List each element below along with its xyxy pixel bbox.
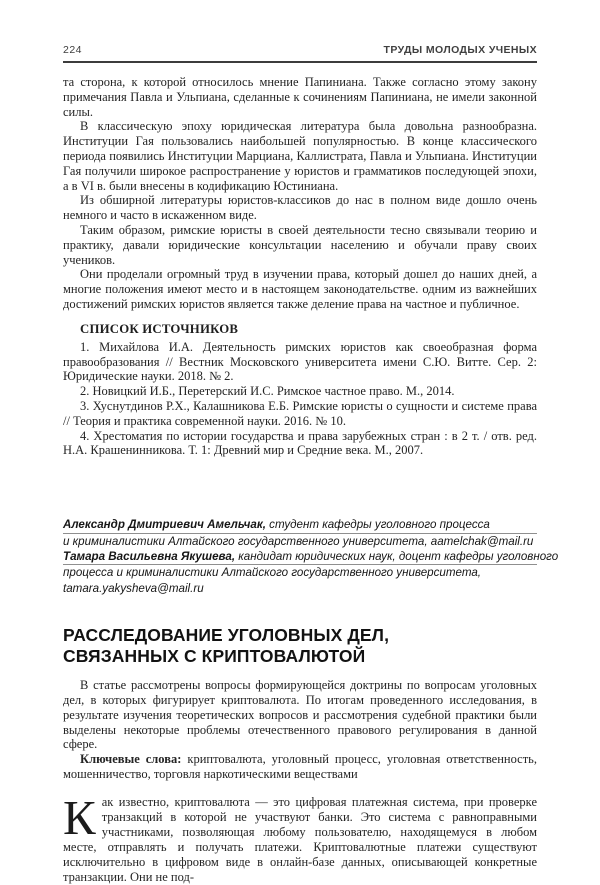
author-name: Александр Дмитриевич Амельчак, xyxy=(63,518,266,532)
author-block xyxy=(63,517,559,596)
author-role: кандидат юридических наук, доцент кафедры уголовного xyxy=(235,549,559,563)
body-paragraph: Они проделали огромный труд в изучении права, который дошел до наших дней, а многие положения имеют место и в настоящем законодательстве. одним из важнейших достижений римских юристов является также деление права на частное и публичное. xyxy=(63,267,537,311)
author-name: Тамара Васильевна Якушева, xyxy=(63,549,236,563)
header-rule xyxy=(63,61,537,63)
page-number: 224 xyxy=(63,44,83,56)
running-header xyxy=(63,44,537,56)
article-title-line1: РАССЛЕДОВАНИЕ УГОЛОВНЫХ ДЕЛ, xyxy=(63,625,390,646)
running-title: ТРУДЫ МОЛОДЫХ УЧЕНЫХ xyxy=(383,44,537,56)
author-line xyxy=(63,517,537,533)
keywords-label: Ключевые слова: xyxy=(80,752,182,767)
opening-paragraph xyxy=(63,789,537,885)
reference-item: 2. Новицкий И.Б., Перетерский И.С. Римское частное право. М., 2014. xyxy=(80,384,455,399)
body-paragraph: В классическую эпоху юридическая литература была довольна разнообразна. Институции Гая пользовались наибольшей популярностью. В конце классического периода появились Институции Марциана, Каллистрата, Павла и Ульпиана. Институции Гая получили широкое распространение у юристов и грамматиков последующей эпохи, а в VI в. были внесены в кодификацию Юстиниана. xyxy=(63,119,537,193)
keywords-text: криптовалюта, уголовный процесс, уголовная ответственность, мошенничество, торговля наркотическими веществами xyxy=(63,752,537,781)
author-email: tamara.yakysheva@mail.ru xyxy=(63,581,204,595)
article-title xyxy=(63,625,537,667)
author-line xyxy=(63,549,559,565)
author-affiliation: процесса и криминалистики Алтайского государственного университета, xyxy=(63,566,482,580)
previous-article-end xyxy=(63,75,537,458)
body-paragraph: Из обширной литературы юристов-классиков до нас в полном виде дошло очень немного и часто в искаженном виде. xyxy=(63,193,537,223)
opening-text: ак известно, криптовалюта — это цифровая платежная система, при проверке транзакций в которой не участвуют банки. Это система с равноправными участниками, позволяющая любому пользователю, находящемуся в любом месте, отправлять и получать платежи. Криптовалютные платежи существуют исключительно в цифровом виде в онлайн-базе данных, описывающей конкретные транзакции. Они не под- xyxy=(63,794,537,884)
reference-item: 3. Хуснутдинов Р.Х., Калашникова Е.Б. Римские юристы о сущности и системе права // Теория и практика современной науки. 2016. № 10. xyxy=(63,398,537,428)
drop-cap: К xyxy=(63,789,96,845)
article-title-line2: СВЯЗАННЫХ С КРИПТОВАЛЮТОЙ xyxy=(63,646,366,667)
keywords xyxy=(63,752,537,782)
reference-item: 1. Михайлова И.А. Деятельность римских юристов как своеобразная форма правообразования // Вестник Московского университета имени С.Ю. Витте. Сер. 2: Юридические науки. 2018. № 2. xyxy=(63,339,537,384)
body-paragraph: та сторона, к которой относилось мнение Папиниана. Также согласно этому закону примечания Павла и Ульпиана, сделанные к сочинениям Папиниана, не имели законной силы. xyxy=(63,75,537,119)
author-role: студент кафедры уголовного процесса xyxy=(265,518,490,532)
sources-heading: СПИСОК ИСТОЧНИКОВ xyxy=(80,321,239,336)
body-paragraph: Таким образом, римские юристы в своей деятельности тесно связывали теорию и практику, давали юридические консультации населению и обучали праву своих учеников. xyxy=(63,222,537,267)
abstract: В статье рассмотрены вопросы формирующейся доктрины по вопросам уголовных дел, в которых фигурирует криптовалюта. По итогам проведенного исследования, в результате изучения теоретических вопросов и рассмотрения судебной практики были выделены некоторые проблемы отечественного правового регулирования в данной сфере. xyxy=(63,678,537,752)
author-affiliation: и криминалистики Алтайского государственного университета, aamelchak@mail.ru xyxy=(63,534,534,548)
reference-item: 4. Хрестоматия по истории государства и права зарубежных стран : в 2 т. / отв. ред. Н.А. Крашенинникова. Т. 1: Древний мир и Средние века. М., 2007. xyxy=(63,428,537,458)
